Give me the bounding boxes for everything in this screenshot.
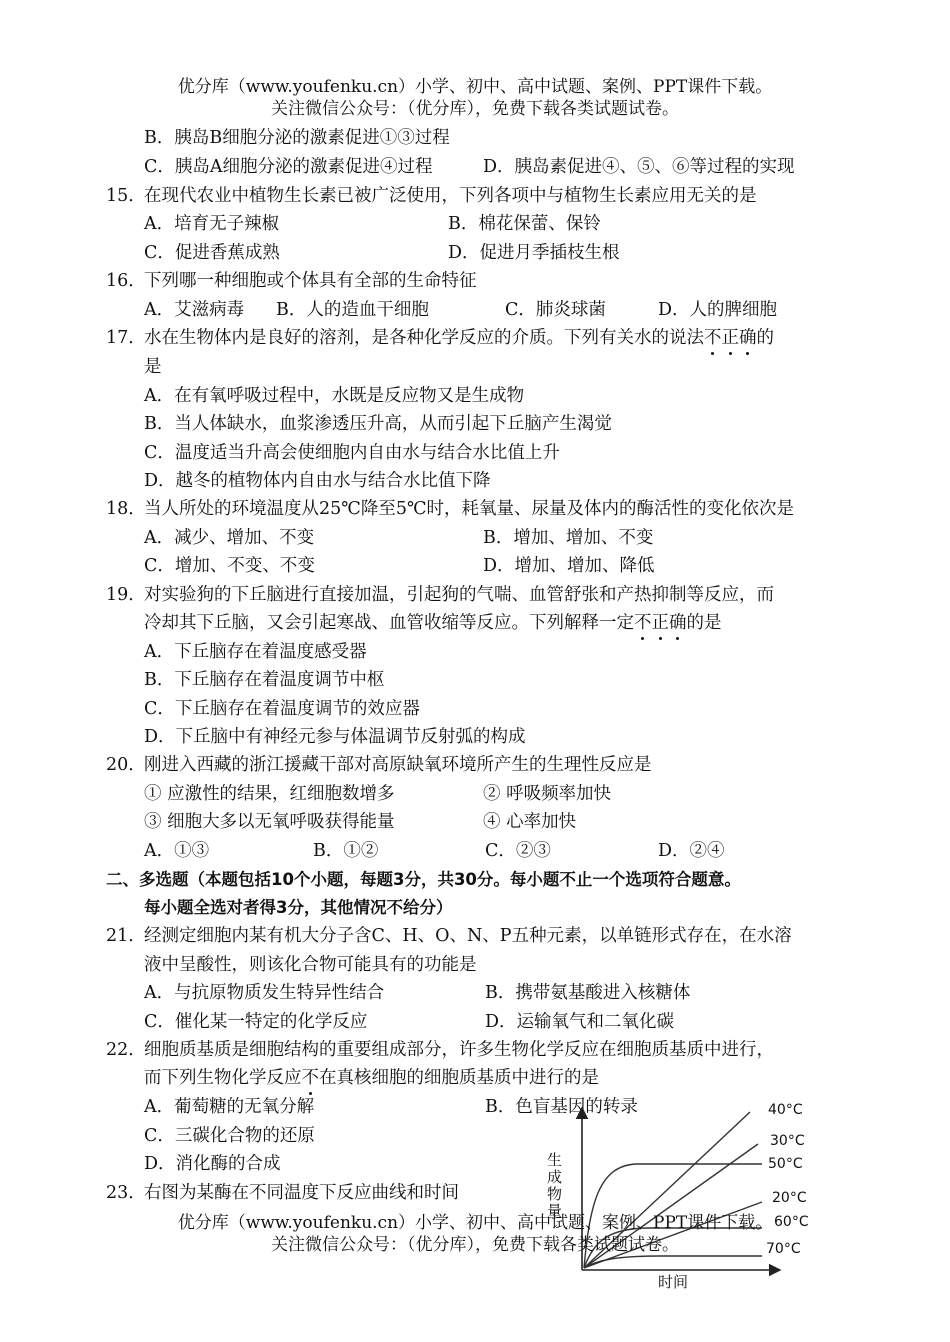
- emphasis-char: 不: [634, 613, 652, 633]
- q19-stem-line-1: 对实验狗的下丘脑进行直接加温，引起狗的气喘、血管舒张和产热抑制等反应，而: [144, 585, 774, 605]
- q22-stem-line-1: 细胞质基质是细胞结构的重要组成部分，许多生物化学反应在细胞质基质中进行，: [144, 1040, 774, 1060]
- header-line-2: 关注微信公众号：（优分库），免费下载各类试题试卷。: [271, 99, 679, 119]
- q17-option-c: C．温度适当升高会使细胞内自由水与结合水比值上升: [144, 443, 560, 463]
- q19-stem-end: 的是: [686, 613, 722, 633]
- q19-option-b: B．下丘脑存在着温度调节中枢: [144, 670, 385, 690]
- emphasis-char: 正: [721, 328, 739, 348]
- q21-option-c: C．催化某一特定的化学反应: [144, 1012, 368, 1032]
- q16-stem: 下列哪一种细胞或个体具有全部的生命特征: [144, 271, 477, 291]
- q22-stem-line-2: [144, 1066, 599, 1090]
- q20-item-2: ② 呼吸频率加快: [483, 784, 612, 804]
- q19-option-c: C．下丘脑存在着温度调节的效应器: [144, 699, 420, 719]
- q22-stem-text: 而下列生物化学反应: [144, 1068, 302, 1088]
- q20-option-b: B．①②: [313, 841, 379, 861]
- emphasis-char: 不: [301, 1068, 319, 1088]
- q22-option-c: C．三碳化合物的还原: [144, 1126, 315, 1146]
- q19-option-d: D．下丘脑中有神经元参与体温调节反射弧的构成: [144, 727, 526, 747]
- q14-option-b: B．胰岛B细胞分泌的激素促进①③过程: [144, 128, 450, 148]
- curve-label-4: 60°C: [774, 1214, 809, 1230]
- q20-stem: 刚进入西藏的浙江援藏干部对高原缺氧环境所产生的生理性反应是: [144, 755, 652, 775]
- q18-number: 18．: [106, 499, 146, 519]
- q16-option-a: A．艾滋病毒: [144, 300, 245, 320]
- q16-option-b: B．人的造血干细胞: [276, 300, 429, 320]
- q15-option-c: C．促进香蕉成熟: [144, 243, 280, 263]
- footer-line-1: 优分库（www.youfenku.cn）小学、初中、高中试题、案例、PPT课件下载。: [177, 1213, 773, 1233]
- q19-stem-text: 冷却其下丘脑，又会引起寒战、血管收缩等反应。下列解释一定: [144, 613, 634, 633]
- q15-number: 15．: [106, 186, 146, 206]
- q17-stem: [144, 326, 774, 350]
- emphasis-char: 确: [669, 613, 687, 633]
- q17-option-d: D．越冬的植物体内自由水与结合水比值下降: [144, 471, 491, 491]
- enzyme-temperature-chart: [540, 1090, 840, 1295]
- q18-option-b: B．增加、增加、不变: [483, 528, 654, 548]
- q20-item-3: ③ 细胞大多以无氧呼吸获得能量: [144, 812, 395, 832]
- q22-option-d: D．消化酶的合成: [144, 1154, 281, 1174]
- q23-stem: 右图为某酶在不同温度下反应曲线和时间: [144, 1183, 459, 1203]
- curve-label-0: 40°C: [768, 1102, 803, 1118]
- q18-option-d: D．增加、增加、降低: [483, 556, 655, 576]
- q20-option-d: D．②④: [658, 841, 725, 861]
- q19-option-a: A．下丘脑存在着温度感受器: [144, 642, 367, 662]
- q16-number: 16．: [106, 271, 146, 291]
- q20-option-c: C．②③: [485, 841, 551, 861]
- q17-stem-end: 的: [756, 328, 774, 348]
- q22-number: 22．: [106, 1040, 146, 1060]
- q21-option-a: A．与抗原物质发生特异性结合: [144, 983, 385, 1003]
- q20-item-4: ④ 心率加快: [483, 812, 577, 832]
- footer-line-2: 关注微信公众号：（优分库），免费下载各类试题试卷。: [271, 1235, 679, 1255]
- q21-stem-line-2: 液中呈酸性，则该化合物可能具有的功能是: [144, 955, 477, 975]
- q14-option-d: D．胰岛素促进④、⑤、⑥等过程的实现: [483, 157, 795, 177]
- q16-option-c: C．肺炎球菌: [505, 300, 606, 320]
- q23-number: 23．: [106, 1183, 146, 1203]
- q19-stem-line-2: [144, 611, 722, 635]
- emphasis-char: 正: [651, 613, 669, 633]
- x-axis-label: 时间: [658, 1273, 689, 1291]
- q21-option-b: B．携带氨基酸进入核糖体: [485, 983, 691, 1003]
- q14-option-c: C．胰岛A细胞分泌的激素促进④过程: [144, 157, 433, 177]
- curve-label-2: 50°C: [768, 1156, 803, 1172]
- header-line-1: 优分库（www.youfenku.cn）小学、初中、高中试题、案例、PPT课件下载。: [177, 77, 773, 97]
- q21-stem-line-1: 经测定细胞内某有机大分子含C、H、O、N、P五种元素，以单链形式存在，在水溶: [144, 926, 792, 946]
- q18-stem: 当人所处的环境温度从25℃降至5℃时，耗氧量、尿量及体内的酶活性的变化依次是: [144, 499, 795, 519]
- q22-option-b: B．色盲基因的转录: [485, 1097, 638, 1117]
- emphasis-char: 确: [739, 328, 757, 348]
- q17-number: 17．: [106, 328, 146, 348]
- section-2-heading-line-2: 每小题全选对者得3分，其他情况不给分）: [144, 898, 453, 917]
- q22-option-a: A．葡萄糖的无氧分解: [144, 1097, 315, 1117]
- section-2-heading: 二、多选题（本题包括10个小题，每题3分，共30分。每小题不止一个选项符合题意。: [106, 870, 741, 889]
- q17-stem-line-2: 是: [144, 357, 162, 377]
- q20-item-1: ① 应激性的结果，红细胞数增多: [144, 784, 395, 804]
- emphasis-char: 不: [704, 328, 722, 348]
- q21-number: 21．: [106, 926, 146, 946]
- q15-option-d: D．促进月季插枝生根: [448, 243, 620, 263]
- q19-number: 19．: [106, 585, 146, 605]
- curve-label-1: 30°C: [770, 1133, 805, 1149]
- q15-option-b: B．棉花保蕾、保铃: [448, 214, 601, 234]
- q17-stem-text: 水在生物体内是良好的溶剂，是各种化学反应的介质。下列有关水的说法: [144, 328, 704, 348]
- q15-stem: 在现代农业中植物生长素已被广泛使用，下列各项中与植物生长素应用无关的是: [144, 186, 757, 206]
- q21-option-d: D．运输氧气和二氧化碳: [485, 1012, 675, 1032]
- q18-option-a: A．减少、增加、不变: [144, 528, 315, 548]
- q22-stem-end: 在真核细胞的细胞质基质中进行的是: [319, 1068, 599, 1088]
- q20-number: 20．: [106, 755, 146, 775]
- y-axis-label: 生成物量: [545, 1152, 563, 1220]
- q15-option-a: A．培育无子辣椒: [144, 214, 280, 234]
- q17-option-b: B．当人体缺水，血浆渗透压升高，从而引起下丘脑产生渴觉: [144, 414, 612, 434]
- q17-option-a: A．在有氧呼吸过程中，水既是反应物又是生成物: [144, 386, 525, 406]
- curve-label-5: 70°C: [766, 1241, 801, 1257]
- q20-option-a: A．①③: [144, 841, 210, 861]
- curve-label-3: 20°C: [772, 1190, 807, 1206]
- q18-option-c: C．增加、不变、不变: [144, 556, 315, 576]
- q16-option-d: D．人的脾细胞: [658, 300, 778, 320]
